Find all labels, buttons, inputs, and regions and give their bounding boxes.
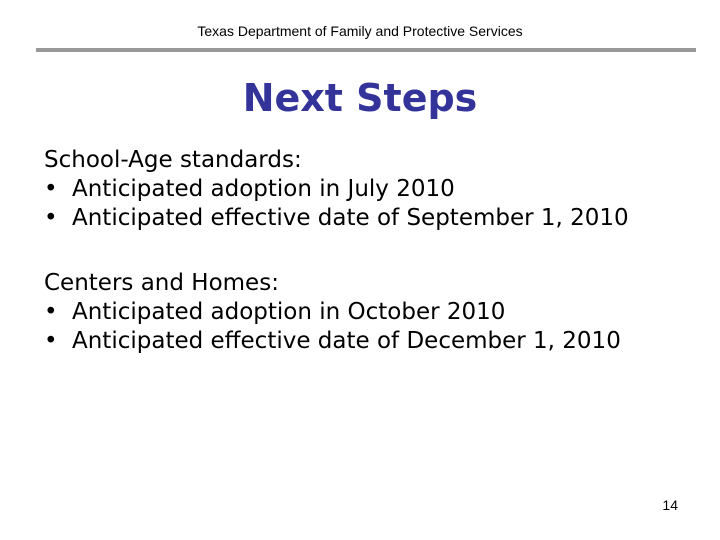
bullet-icon: • [44, 328, 58, 354]
bullet-text: Anticipated adoption in October 2010 [72, 299, 506, 325]
header-divider [36, 48, 696, 52]
page-number: 14 [662, 497, 678, 513]
bullet-text: Anticipated adoption in July 2010 [72, 176, 455, 202]
bullet-icon: • [44, 176, 58, 202]
section-heading: Centers and Homes: [44, 270, 279, 296]
organization-header: Texas Department of Family and Protective Services [197, 23, 523, 39]
bullet-icon: • [44, 299, 58, 325]
school-age-section [44, 146, 684, 233]
bullet-text: Anticipated effective date of September 1, 2010 [72, 205, 629, 231]
bullet-item [44, 175, 684, 204]
section-heading: School-Age standards: [44, 147, 302, 173]
bullet-item [44, 204, 684, 233]
bullet-text: Anticipated effective date of December 1, 2010 [72, 328, 621, 354]
centers-homes-section [44, 269, 684, 356]
slide-title: Next Steps [242, 76, 478, 120]
slide-body [44, 146, 684, 356]
bullet-item [44, 327, 684, 356]
bullet-item [44, 298, 684, 327]
bullet-icon: • [44, 205, 58, 231]
